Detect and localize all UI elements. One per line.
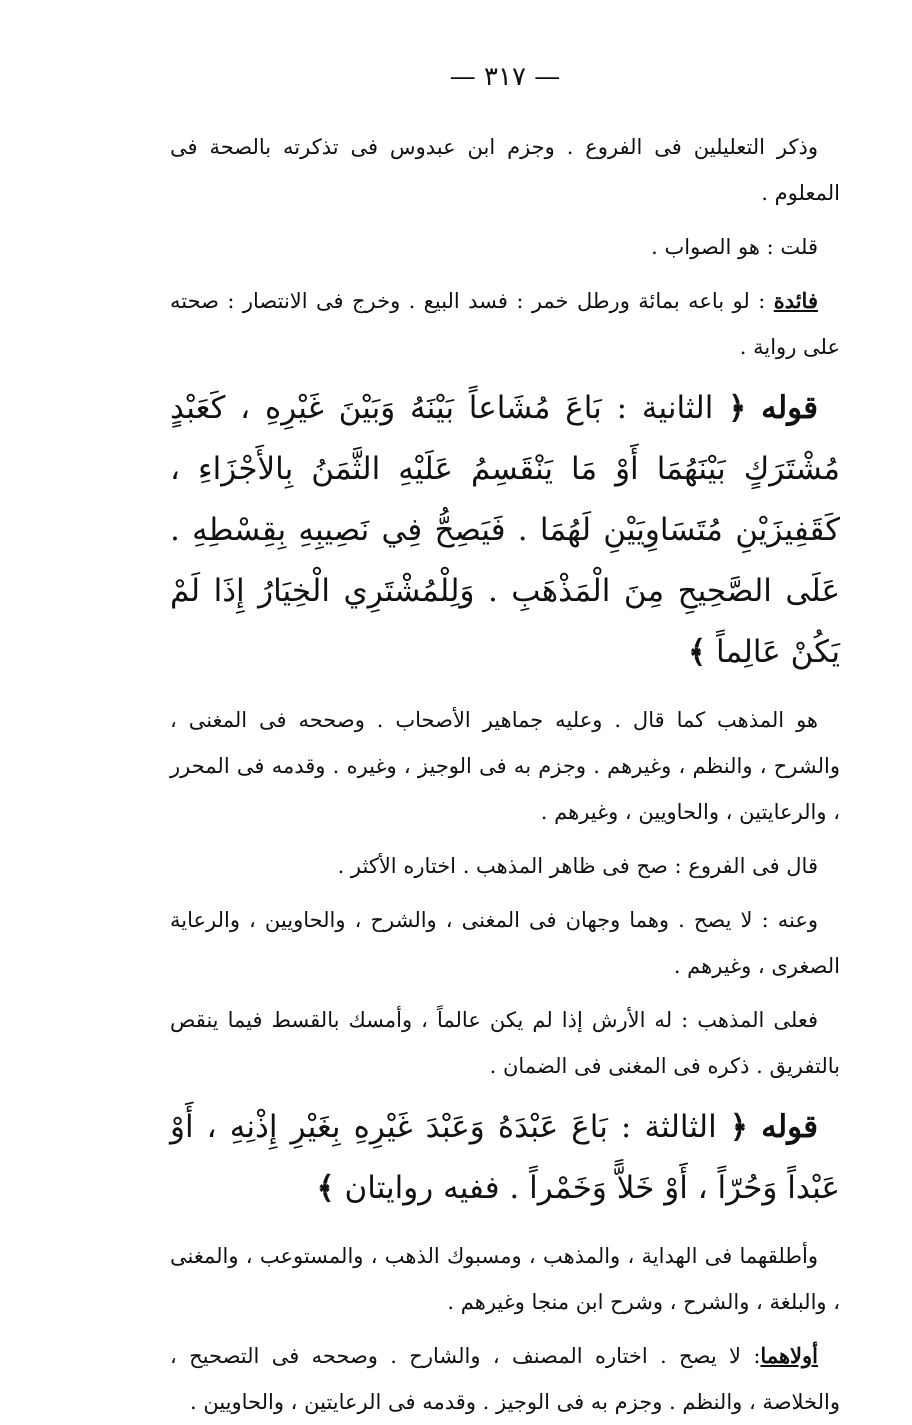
paragraph-text: هو المذهب كما قال . وعليه جماهير الأصحاب . وصححه فى المغنى ، والشرح ، والنظم ، وغيرهم . وجزم به فى الوجيز ، وغيره . وقدمه فى المحرر ، والرعايتين ، والحاويين ، وغيرهم . xyxy=(170,708,840,824)
matn-text: الثالثة : بَاعَ عَبْدَهُ وَعَبْدَ غَيْرِهِ بِغَيْرِ إِذْنِهِ ، أَوْ عَبْداً وَحُرّاً ، أَوْ خَلاًّ وَخَمْراً . ففيه روايتان xyxy=(170,1109,840,1206)
paragraph-text: فعلى المذهب : له الأرش إذا لم يكن عالماً ، وأمسك بالقسط فيما ينقص بالتفريق . ذكره فى المغنى فى الضمان . xyxy=(170,1008,840,1078)
qawluhu-label: قوله xyxy=(761,1109,819,1145)
close-bracket: ﴾ xyxy=(688,634,707,670)
paragraph-furu xyxy=(170,843,840,889)
paragraph-arsh xyxy=(170,997,840,1089)
qawluhu-label: قوله xyxy=(761,390,819,426)
page-number: — ٣١٧ — xyxy=(449,62,561,92)
paragraph-intro xyxy=(170,124,840,216)
matn-text: الثانية : بَاعَ مُشَاعاً بَيْنَهُ وَبَيْنَ غَيْرِهِ ، كَعَبْدٍ مُشْتَرَكٍ بَيْنَهُمَا أَوْ مَا يَنْقَسِمُ عَلَيْهِ الثَّمَنُ بِالأَجْزَاءِ ، كَقَفِيزَيْنِ مُتَسَاوِيَيْنِ لَهُمَا . فَيَصِحُّ فِي نَصِيبِهِ بِقِسْطِهِ . عَلَى الصَّحِيحِ مِنَ الْمَذْهَبِ . وَلِلْمُشْتَرِي الْخِيَارُ إِذَا لَمْ يَكُنْ عَالِماً xyxy=(170,390,840,670)
paragraph-text: قلت : هو الصواب . xyxy=(651,235,818,259)
paragraph-text: قال فى الفروع : صح فى ظاهر المذهب . اختاره الأكثر . xyxy=(337,854,818,878)
paragraph-faidah xyxy=(170,278,840,370)
ulahuma-label: أولاهما xyxy=(760,1343,818,1368)
paragraph-text: وأطلقهما فى الهداية ، والمذهب ، ومسبوك الذهب ، والمستوعب ، والمغنى ، والبلغة ، والشرح ، وشرح ابن منجا وغيرهم . xyxy=(170,1244,840,1314)
paragraph-text: وعنه : لا يصح . وهما وجهان فى المغنى ، والشرح ، والحاويين ، والرعاية الصغرى ، وغيرهم . xyxy=(170,908,840,978)
paragraph-wanhu xyxy=(170,897,840,989)
faidah-label: فائدة xyxy=(773,288,818,313)
open-bracket: ﴿ xyxy=(728,390,747,426)
close-bracket: ﴾ xyxy=(316,1170,335,1206)
paragraph-qultu xyxy=(170,224,840,270)
quoted-matn-third xyxy=(170,1097,840,1219)
paragraph-atlaqahuma xyxy=(170,1233,840,1325)
paragraph-ulahuma xyxy=(170,1333,840,1425)
paragraph-text: : لا يصح . اختاره المصنف ، والشارح . وصححه فى التصحيح ، والخلاصة ، والنظم . وجزم به فى الوجيز . وقدمه فى الرعايتين ، والحاويين . xyxy=(170,1344,840,1414)
document-page xyxy=(170,60,840,1414)
paragraph-text: وذكر التعليلين فى الفروع . وجزم ابن عبدوس فى تذكرته بالصحة فى المعلوم . xyxy=(170,135,840,205)
open-bracket: ﴿ xyxy=(729,1109,749,1145)
paragraph-madhhab xyxy=(170,697,840,835)
quoted-matn-second xyxy=(170,378,840,683)
paragraph-text: : لو باعه بمائة ورطل خمر : فسد البيع . وخرج فى الانتصار : صحته على رواية . xyxy=(170,289,840,359)
